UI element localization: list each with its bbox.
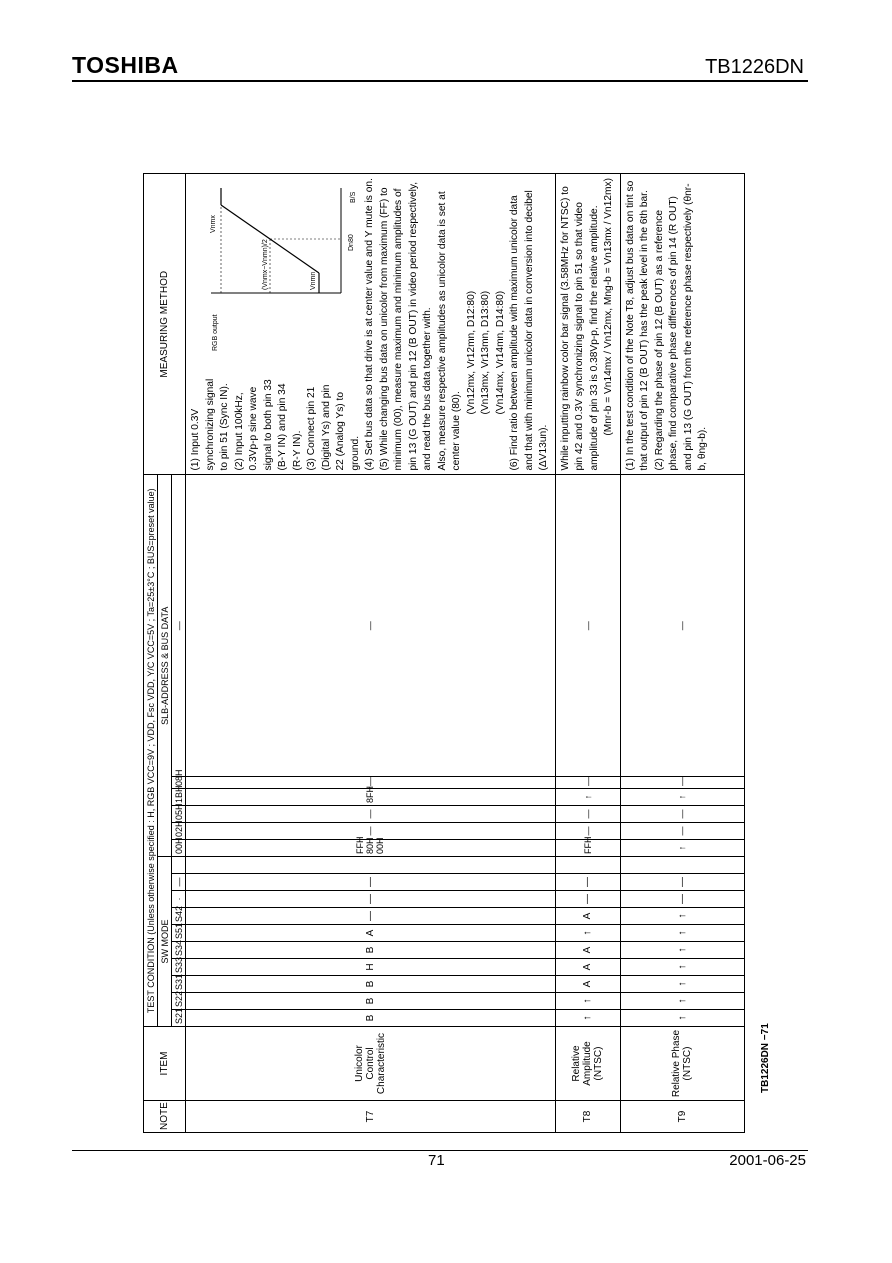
method-measure-line: (Vn12mx, Vr12mn, D12:80): [465, 290, 477, 415]
sw-cell-blank: [555, 857, 620, 874]
sw-cell: ↑: [620, 908, 744, 925]
method-step: (6) Find ratio between amplitude with maximum unicolor data and that with minimum unicolor data in conversion into decibel (ΔV13un).: [509, 190, 549, 471]
addr-cell: FFH: [555, 840, 620, 857]
method-step: (1) In the test condition of the Note T8, adjust bus data on tint so that output of pin 12 (B OUT) has the peak level in the 6th bar.: [624, 180, 650, 471]
sw-cell-blank: [186, 857, 556, 874]
note-header: NOTE: [144, 1101, 186, 1133]
method-step: (3) Connect pin 21 (Digital Ys) and pin 22 (Analog Ys) to ground.: [306, 384, 361, 471]
addr-cell: —: [186, 777, 556, 789]
addr-cell: 8FH: [186, 789, 556, 806]
method-step: Also, measure respective amplitudes as unicolor data is set at center value (80).: [436, 191, 462, 471]
note-t9: T9: [620, 1101, 744, 1133]
sw-cell: ↑: [620, 959, 744, 976]
sw-cell: B: [186, 942, 556, 959]
chart-x-label: B/S: [350, 191, 357, 203]
brand-logo: TOSHIBA: [72, 52, 179, 78]
rotated-page: [143, 173, 718, 1133]
note-t7: T7: [186, 1101, 556, 1133]
method-formula: (Mnr-b = Vn14mx / Vn12mx, Mng-b = Vn13mx / Vn12mx): [603, 178, 614, 436]
addr-col-08h: 08H: [172, 777, 186, 789]
chart-label-max: Vnmx: [210, 215, 217, 233]
sw-cell: A: [555, 942, 620, 959]
footer-date: 2001-06-25: [729, 1152, 806, 1169]
footer-rule: [72, 1150, 808, 1151]
method-t9: [620, 174, 744, 476]
method-step: (2) Regarding the phase of pin 12 (B OUT) as a reference phase, find comparative phase differences of pin 14 (R OUT) and pin 13 (G OUT) from the reference phase respectively (θnr-b, θng-b).: [653, 183, 708, 471]
unicolor-characteristic-chart: [191, 178, 361, 373]
sw-cell: A: [555, 908, 620, 925]
sw-cell: —: [620, 891, 744, 908]
sw-col-s42: S42: [172, 908, 186, 925]
sw-cell: —: [620, 874, 744, 891]
method-step: (2) Input 100kHz, 0.3Vp-p sine wave signal to both pin 33 (B-Y IN) and pin 34 (R-Y IN).: [233, 379, 303, 471]
addr-col-00h: 00H: [172, 840, 186, 857]
sw-cell: —: [186, 908, 556, 925]
method-step: (5) While changing bus data on unicolor from maximum (FF) to minimum (00), measure maximum and minimum amplitudes of pin 13 (G OUT) and pin 12 (B OUT) in video period respectively, and read the bus data together with.: [378, 181, 433, 471]
table-row: [620, 174, 744, 1133]
sw-cell: ↑: [555, 925, 620, 942]
table-row: [555, 174, 620, 1133]
sw-cell: —: [186, 891, 556, 908]
sw-cell: A: [555, 976, 620, 993]
sw-cell-blank: [620, 857, 744, 874]
sw-col-s21: S21: [172, 1010, 186, 1027]
test-condition-header: TEST CONDITION (Unless otherwise specified : H, RGB VCC=9V ; VDD, Fsc VDD, Y/C VCC=5V ; Ta=25±3°C ; BUS=preset value): [144, 475, 158, 1027]
sw-cell: ↑: [555, 993, 620, 1010]
item-t9: Relative Phase (NTSC): [620, 1027, 744, 1101]
addr-cell: —: [620, 806, 744, 823]
sw-col-dot: ·: [172, 891, 186, 908]
addr-col-05h: 05H: [172, 806, 186, 823]
sw-cell: —: [186, 874, 556, 891]
addr-cell: —: [555, 475, 620, 777]
slb-address-header: SLB-ADDRESS & BUS DATA: [158, 475, 172, 857]
item-header: ITEM: [144, 1027, 186, 1101]
sw-col-s34: S34: [172, 942, 186, 959]
addr-cell: —: [620, 777, 744, 789]
method-measure-line: (Vn14mx, Vr14mn, D14:80): [494, 290, 506, 415]
sw-mode-header: SW MODE: [158, 857, 172, 1027]
addr-cell: FFH 80H 00H: [186, 840, 556, 857]
method-t8: [555, 174, 620, 476]
side-doc-code: TB1226DN −71: [760, 1023, 771, 1093]
part-number: TB1226DN: [705, 56, 804, 78]
page-number: 71: [428, 1152, 445, 1169]
chart-label-mid: (Vnmx−Vnmn)/2: [262, 239, 269, 290]
sw-cell: —: [555, 874, 620, 891]
addr-cell: —: [186, 806, 556, 823]
table-row: [186, 174, 556, 1133]
sw-col-dash: —: [172, 874, 186, 891]
addr-cell: —: [555, 806, 620, 823]
addr-cell: —: [620, 475, 744, 777]
sw-col-s51: S51: [172, 925, 186, 942]
addr-cell: —: [186, 823, 556, 840]
sw-cell: B: [186, 993, 556, 1010]
chart-y-label: RGB output: [212, 314, 219, 351]
sw-cell: ↑: [555, 1010, 620, 1027]
spec-table-container: [143, 173, 718, 1133]
note-t8: T8: [555, 1101, 620, 1133]
addr-cell: ↑: [620, 789, 744, 806]
sw-col-s33: S33: [172, 959, 186, 976]
method-measure-line: (Vn13mx, Vr13mn, D13:80): [480, 290, 491, 415]
sw-cell: ↑: [620, 976, 744, 993]
addr-col-dash: —: [172, 475, 186, 777]
spec-table: [143, 173, 745, 1133]
addr-col-1bh: 1BH: [172, 789, 186, 806]
method-step: While inputting rainbow color bar signal (3.58MHz for NTSC) to pin 42 and 0.3V synchronizing signal to pin 51 so that video amplitude of pin 33 is 0.38Vp-p, find the relative amplitude.: [559, 186, 600, 471]
sw-cell: ↑: [620, 942, 744, 959]
method-step: (4) Set bus data so that drive is at center value and Y mute is on.: [364, 178, 375, 471]
method-t7: [186, 174, 556, 476]
chart-label-center: Dn80: [348, 234, 355, 251]
sw-cell: B: [186, 1010, 556, 1027]
sw-col-s22: S22: [172, 993, 186, 1010]
item-t8: Relative Amplitude (NTSC): [555, 1027, 620, 1101]
addr-cell: —: [555, 823, 620, 840]
sw-cell: ↑: [620, 993, 744, 1010]
addr-cell: —: [186, 475, 556, 777]
sw-col-s31: S31: [172, 976, 186, 993]
sw-cell: ↑: [620, 1010, 744, 1027]
sw-cell: —: [555, 891, 620, 908]
sw-col-blank: [172, 857, 186, 874]
chart-label-min: Vnmn: [310, 271, 317, 290]
sw-cell: H: [186, 959, 556, 976]
addr-cell: ↑: [620, 840, 744, 857]
method-step: (1) Input 0.3V synchronizing signal to pin 51 (Sync IN).: [190, 378, 230, 471]
sw-cell: B: [186, 976, 556, 993]
measuring-method-header: MEASURING METHOD: [144, 174, 186, 476]
sw-cell: A: [555, 959, 620, 976]
addr-cell: —: [620, 823, 744, 840]
item-t7: Unicolor Control Characteristic: [186, 1027, 556, 1101]
sw-cell: ↑: [620, 925, 744, 942]
addr-col-02h: 02H: [172, 823, 186, 840]
addr-cell: —: [555, 777, 620, 789]
addr-cell: ↑: [555, 789, 620, 806]
header-rule: [72, 80, 808, 82]
sw-cell: A: [186, 925, 556, 942]
